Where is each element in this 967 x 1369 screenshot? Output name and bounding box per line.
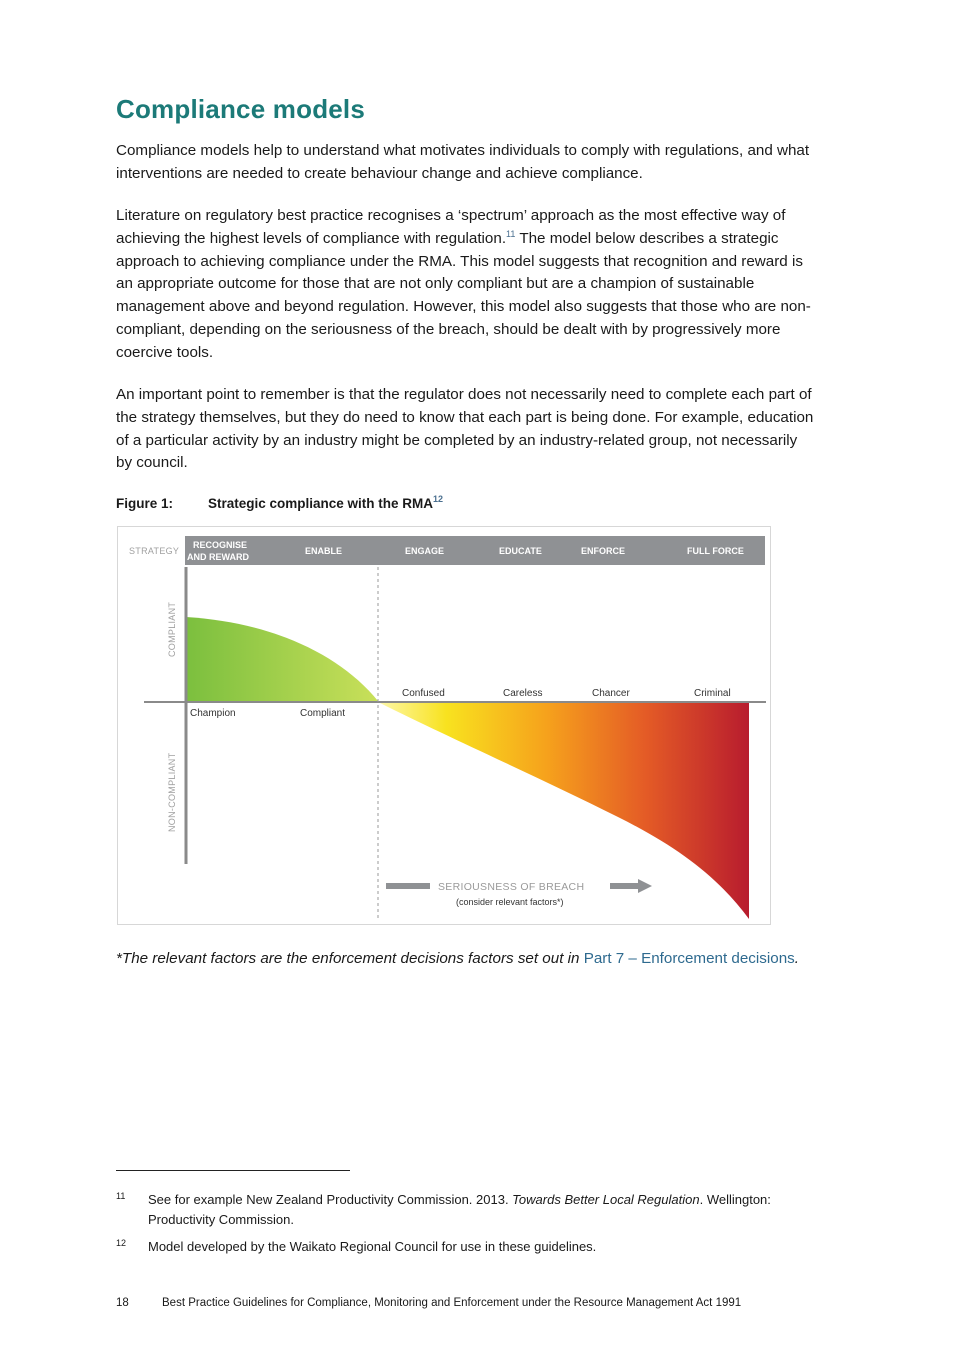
- strategy-engage: ENGAGE: [405, 546, 445, 556]
- strategy-header-bar: [185, 536, 765, 565]
- figure-title: Strategic compliance with the RMA: [208, 496, 434, 511]
- paragraph-spectrum-a: Literature on regulatory best practice recognises a ‘spectrum’ approach as the most effective way of achieving the highest levels of compliance with regulation.: [116, 207, 786, 247]
- label-confused: Confused: [402, 688, 445, 699]
- label-champion: Champion: [190, 708, 236, 719]
- footer-title: Best Practice Guidelines for Compliance, Monitoring and Enforcement under the Resource Management Act 1991: [162, 1297, 742, 1309]
- strategy-enforce: ENFORCE: [581, 546, 626, 556]
- arrow-head-icon: [638, 879, 652, 893]
- axis-noncompliant-label: NON-COMPLIANT: [167, 752, 177, 832]
- paragraph-spectrum: [116, 205, 816, 365]
- paragraph-regulator: An important point to remember is that the regulator does not necessarily need to complete each part of the strategy themselves, but they do need to know that each part is being done. For example, education of a particular activity by an industry might be completed by an industry-related group, not necessarily by council.: [116, 386, 814, 472]
- footnote-11-number: 11: [116, 1191, 126, 1201]
- footnote-divider: [116, 1170, 350, 1171]
- footnote-12-number: 12: [116, 1238, 127, 1248]
- figure-box: [117, 526, 771, 925]
- footnote-11-text-b: . Wellington: Productivity Commission.: [148, 1192, 771, 1227]
- label-compliant: Compliant: [300, 708, 346, 719]
- footnote-11-text-a: See for example New Zealand Productivity Commission. 2013.: [148, 1192, 513, 1207]
- arrow-sublabel: (consider relevant factors*): [456, 897, 564, 907]
- label-chancer: Chancer: [592, 688, 630, 699]
- strategy-recognise-line1: RECOGNISE: [193, 540, 248, 550]
- axis-compliant-label: COMPLIANT: [167, 601, 177, 657]
- paragraph-intro: Compliance models help to understand what motivates individuals to comply with regulations, and what interventions are needed to create behaviour change and achieve compliance.: [116, 142, 810, 182]
- footnote-ref-11[interactable]: 11: [506, 228, 516, 239]
- strategy-full-force: FULL FORCE: [687, 546, 744, 556]
- note-link[interactable]: Part 7 – Enforcement decisions: [583, 950, 795, 967]
- page-number: 18: [116, 1297, 129, 1309]
- label-careless: Careless: [503, 688, 543, 699]
- strategy-educate: EDUCATE: [499, 546, 542, 556]
- arrow-label: SERIOUSNESS OF BREACH: [438, 881, 585, 893]
- page-footer: [116, 1297, 741, 1309]
- figure-number: Figure 1:: [116, 496, 174, 511]
- footnote-11: [116, 1190, 796, 1230]
- label-criminal: Criminal: [694, 688, 731, 699]
- arrow-left-bar: [386, 883, 430, 889]
- footnote-12-text: Model developed by the Waikato Regional Council for use in these guidelines.: [148, 1239, 597, 1254]
- compliance-diagram: [118, 527, 770, 924]
- footnote-11-title: Towards Better Local Regulation: [512, 1192, 700, 1207]
- footnote-11-text: [148, 1190, 796, 1230]
- figure-note: [116, 948, 816, 971]
- strategy-recognise-line2: AND REWARD: [187, 552, 249, 562]
- footnote-ref-12[interactable]: 12: [433, 494, 444, 504]
- figure-caption: [116, 496, 443, 511]
- paragraph-spectrum-b: The model below describes a strategic approach to achieving compliance under the RMA. This model suggests that recognition and reward is an appropriate outcome for those that are not only compliant but are a champion of sustainable management above and beyond regulation. However, this model also suggests that those who are non-compliant, depending on the seriousness of the breach, should be dealt with by progressively more coercive tools.: [116, 229, 811, 361]
- note-text: *The relevant factors are the enforcement decisions factors set out in: [116, 950, 584, 967]
- strategy-label: STRATEGY: [129, 546, 180, 556]
- strategy-enable: ENABLE: [305, 546, 343, 556]
- footnote-12: [116, 1237, 796, 1257]
- arrow-right-bar: [610, 883, 640, 889]
- note-end: .: [794, 950, 799, 967]
- section-heading: Compliance models: [116, 94, 366, 124]
- compliant-curve-area: [186, 617, 378, 701]
